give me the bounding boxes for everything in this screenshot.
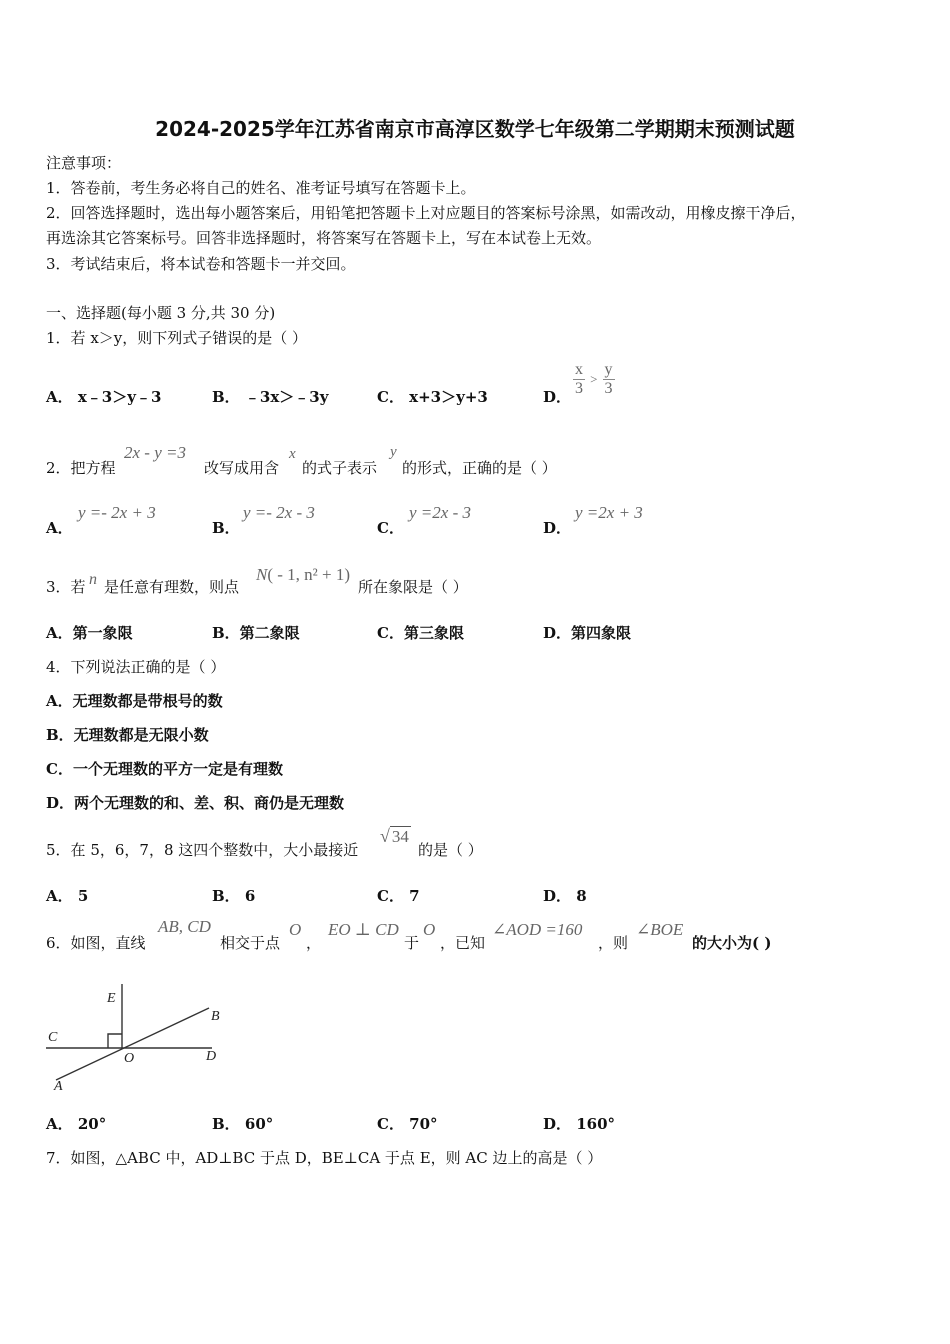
label-e: E <box>107 991 116 1006</box>
section-heading: 一、选择题(每小题 3 分,共 30 分) <box>46 304 276 322</box>
q3-option-c: C．第三象限 <box>377 624 464 642</box>
label-d: D <box>206 1049 217 1064</box>
q6-text-4: 于 <box>404 934 420 952</box>
note-1: 1．答卷前，考生务必将自己的姓名、准考证号填写在答题卡上。 <box>46 179 476 197</box>
q5-lead <box>46 839 358 860</box>
q1-option-c: C． x+3＞y+3 <box>377 388 488 406</box>
q5-option-a: A． 5 <box>46 887 89 905</box>
q7-text: 如图，△ABC 中，AD⊥BC 于点 D，BE⊥CA 于点 E，则 AC 边上的高是（ ） <box>70 1149 603 1167</box>
q2-option-a: y =- 2x + 3 <box>78 503 156 522</box>
q3-text-2: 是任意有理数，则点 <box>104 578 240 596</box>
q2-text-1: 把方程 <box>70 459 116 477</box>
question-7 <box>46 1147 602 1168</box>
label-o: O <box>124 1051 135 1066</box>
q6-text-1: 如图，直线 <box>70 934 146 952</box>
q2-var-x: x <box>289 446 296 462</box>
q2-option-b: y =- 2x - 3 <box>243 503 315 522</box>
q1-option-a: A． x﹣3＞y﹣3 <box>46 388 162 406</box>
q2-option-c-label: C． <box>377 519 404 537</box>
q1-option-b: B． ﹣3x＞﹣3y <box>212 388 329 406</box>
q6-text-5: ，已知 <box>440 934 486 952</box>
q6-option-d: D． 160° <box>543 1115 616 1133</box>
q5-option-d: D． 8 <box>543 887 587 905</box>
q3-point <box>256 565 350 585</box>
q5-sqrt: √ 34 <box>380 826 409 846</box>
q2-lead <box>46 457 116 478</box>
note-3: 3．考试结束后，将本试卷和答题卡一并交回。 <box>46 255 356 273</box>
q1-d-fraction-y: $\frac{y}{3}$ <box>604 361 613 397</box>
q2-option-d: y =2x + 3 <box>575 503 643 522</box>
q6-option-b: B． 60° <box>212 1115 274 1133</box>
q2-option-d-label: D． <box>543 519 572 537</box>
q1-d-fraction-x: $\frac{x}{3}$ <box>575 361 583 397</box>
q6-eo-perp-cd: EO ⊥ CD <box>328 920 399 939</box>
q6-angle-aod: ∠AOD =160 <box>492 920 583 939</box>
q1-option-d-label: D． <box>543 388 572 406</box>
q6-point-o: O <box>289 920 302 939</box>
question-1 <box>46 327 307 348</box>
q5-option-b: B． 6 <box>212 887 256 905</box>
q1-d-gt: > <box>590 371 598 387</box>
q3-var-n: n <box>89 571 97 588</box>
q6-text-7: 的大小为( ) <box>692 934 772 952</box>
q3-option-b: B．第二象限 <box>212 624 300 642</box>
q6-option-c: C． 70° <box>377 1115 438 1133</box>
q6-number: 6． <box>46 934 71 952</box>
q3-text-1: 若 <box>70 578 86 596</box>
q6-option-a: A． 20° <box>46 1115 107 1133</box>
q3-point-coord: ( - 1, n² + 1) <box>267 565 351 584</box>
q3-option-a: A．第一象限 <box>46 624 133 642</box>
q2-equation: 2x - y =3 <box>124 443 186 462</box>
label-b: B <box>211 1009 220 1024</box>
q5-text-1: 在 5，6，7，8 这四个整数中，大小最接近 <box>70 841 359 859</box>
q2-option-a-label: A． <box>46 519 73 537</box>
q4-option-a: A．无理数都是带根号的数 <box>46 692 223 710</box>
q1-number: 1． <box>46 329 71 347</box>
note-2b: 再选涂其它答案标号。回答非选择题时，将答案写在答题卡上，写在本试卷上无效。 <box>46 229 602 247</box>
q2-text-3: 的式子表示 <box>302 459 378 477</box>
q2-option-b-label: B． <box>212 519 240 537</box>
q4-option-d: D．两个无理数的和、差、积、商仍是无理数 <box>46 794 345 812</box>
q4-option-b: B．无理数都是无限小数 <box>46 726 209 744</box>
q3-number: 3． <box>46 578 71 596</box>
q5-number: 5． <box>46 841 71 859</box>
q6-text-6: ，则 <box>598 934 629 952</box>
q1-text: 若 x＞y，则下列式子错误的是（ ） <box>70 329 308 347</box>
q2-number: 2． <box>46 459 71 477</box>
q4-number: 4． <box>46 658 71 676</box>
q5-radicand: 34 <box>391 827 409 846</box>
q2-var-y: y <box>390 444 397 460</box>
q7-number: 7． <box>46 1149 71 1167</box>
q2-text-2: 改写成用含 <box>204 459 280 477</box>
q2-option-c: y =2x - 3 <box>409 503 471 522</box>
q4-option-c: C．一个无理数的平方一定是有理数 <box>46 760 283 778</box>
q6-figure <box>44 982 234 1094</box>
label-c: C <box>48 1030 58 1045</box>
q4-text: 下列说法正确的是（ ） <box>70 658 226 676</box>
q6-text-2: 相交于点 <box>220 934 281 952</box>
q6-text-3: ， <box>306 934 322 952</box>
right-angle-mark <box>108 1034 122 1048</box>
note-2a: 2．回答选择题时，选出每小题答案后，用铅笔把答题卡上对应题目的答案标号涂黑，如需改动，用橡皮擦干净后， <box>46 204 806 222</box>
q3-point-name: N <box>256 565 268 584</box>
page-title: 2024-2025学年江苏省南京市高淳区数学七年级第二学期期末预测试题 <box>155 117 795 141</box>
q1-option-d-expression <box>573 361 615 398</box>
q6-lines-ab-cd: AB, CD <box>158 917 211 936</box>
q3-text-3: 所在象限是（ ） <box>358 578 468 596</box>
label-a: A <box>54 1079 63 1094</box>
q2-text-4: 的形式，正确的是（ ） <box>402 459 557 477</box>
q3-option-d: D．第四象限 <box>543 624 632 642</box>
line-ab <box>56 1008 209 1080</box>
q3-lead <box>46 576 86 597</box>
question-4 <box>46 656 225 677</box>
q5-option-c: C． 7 <box>377 887 420 905</box>
q5-text-2: 的是（ ） <box>418 841 483 859</box>
q6-lead <box>46 932 146 953</box>
q6-angle-boe: ∠BOE <box>636 920 684 939</box>
notes-heading: 注意事项： <box>46 154 122 172</box>
q6-point-o-2: O <box>423 920 436 939</box>
